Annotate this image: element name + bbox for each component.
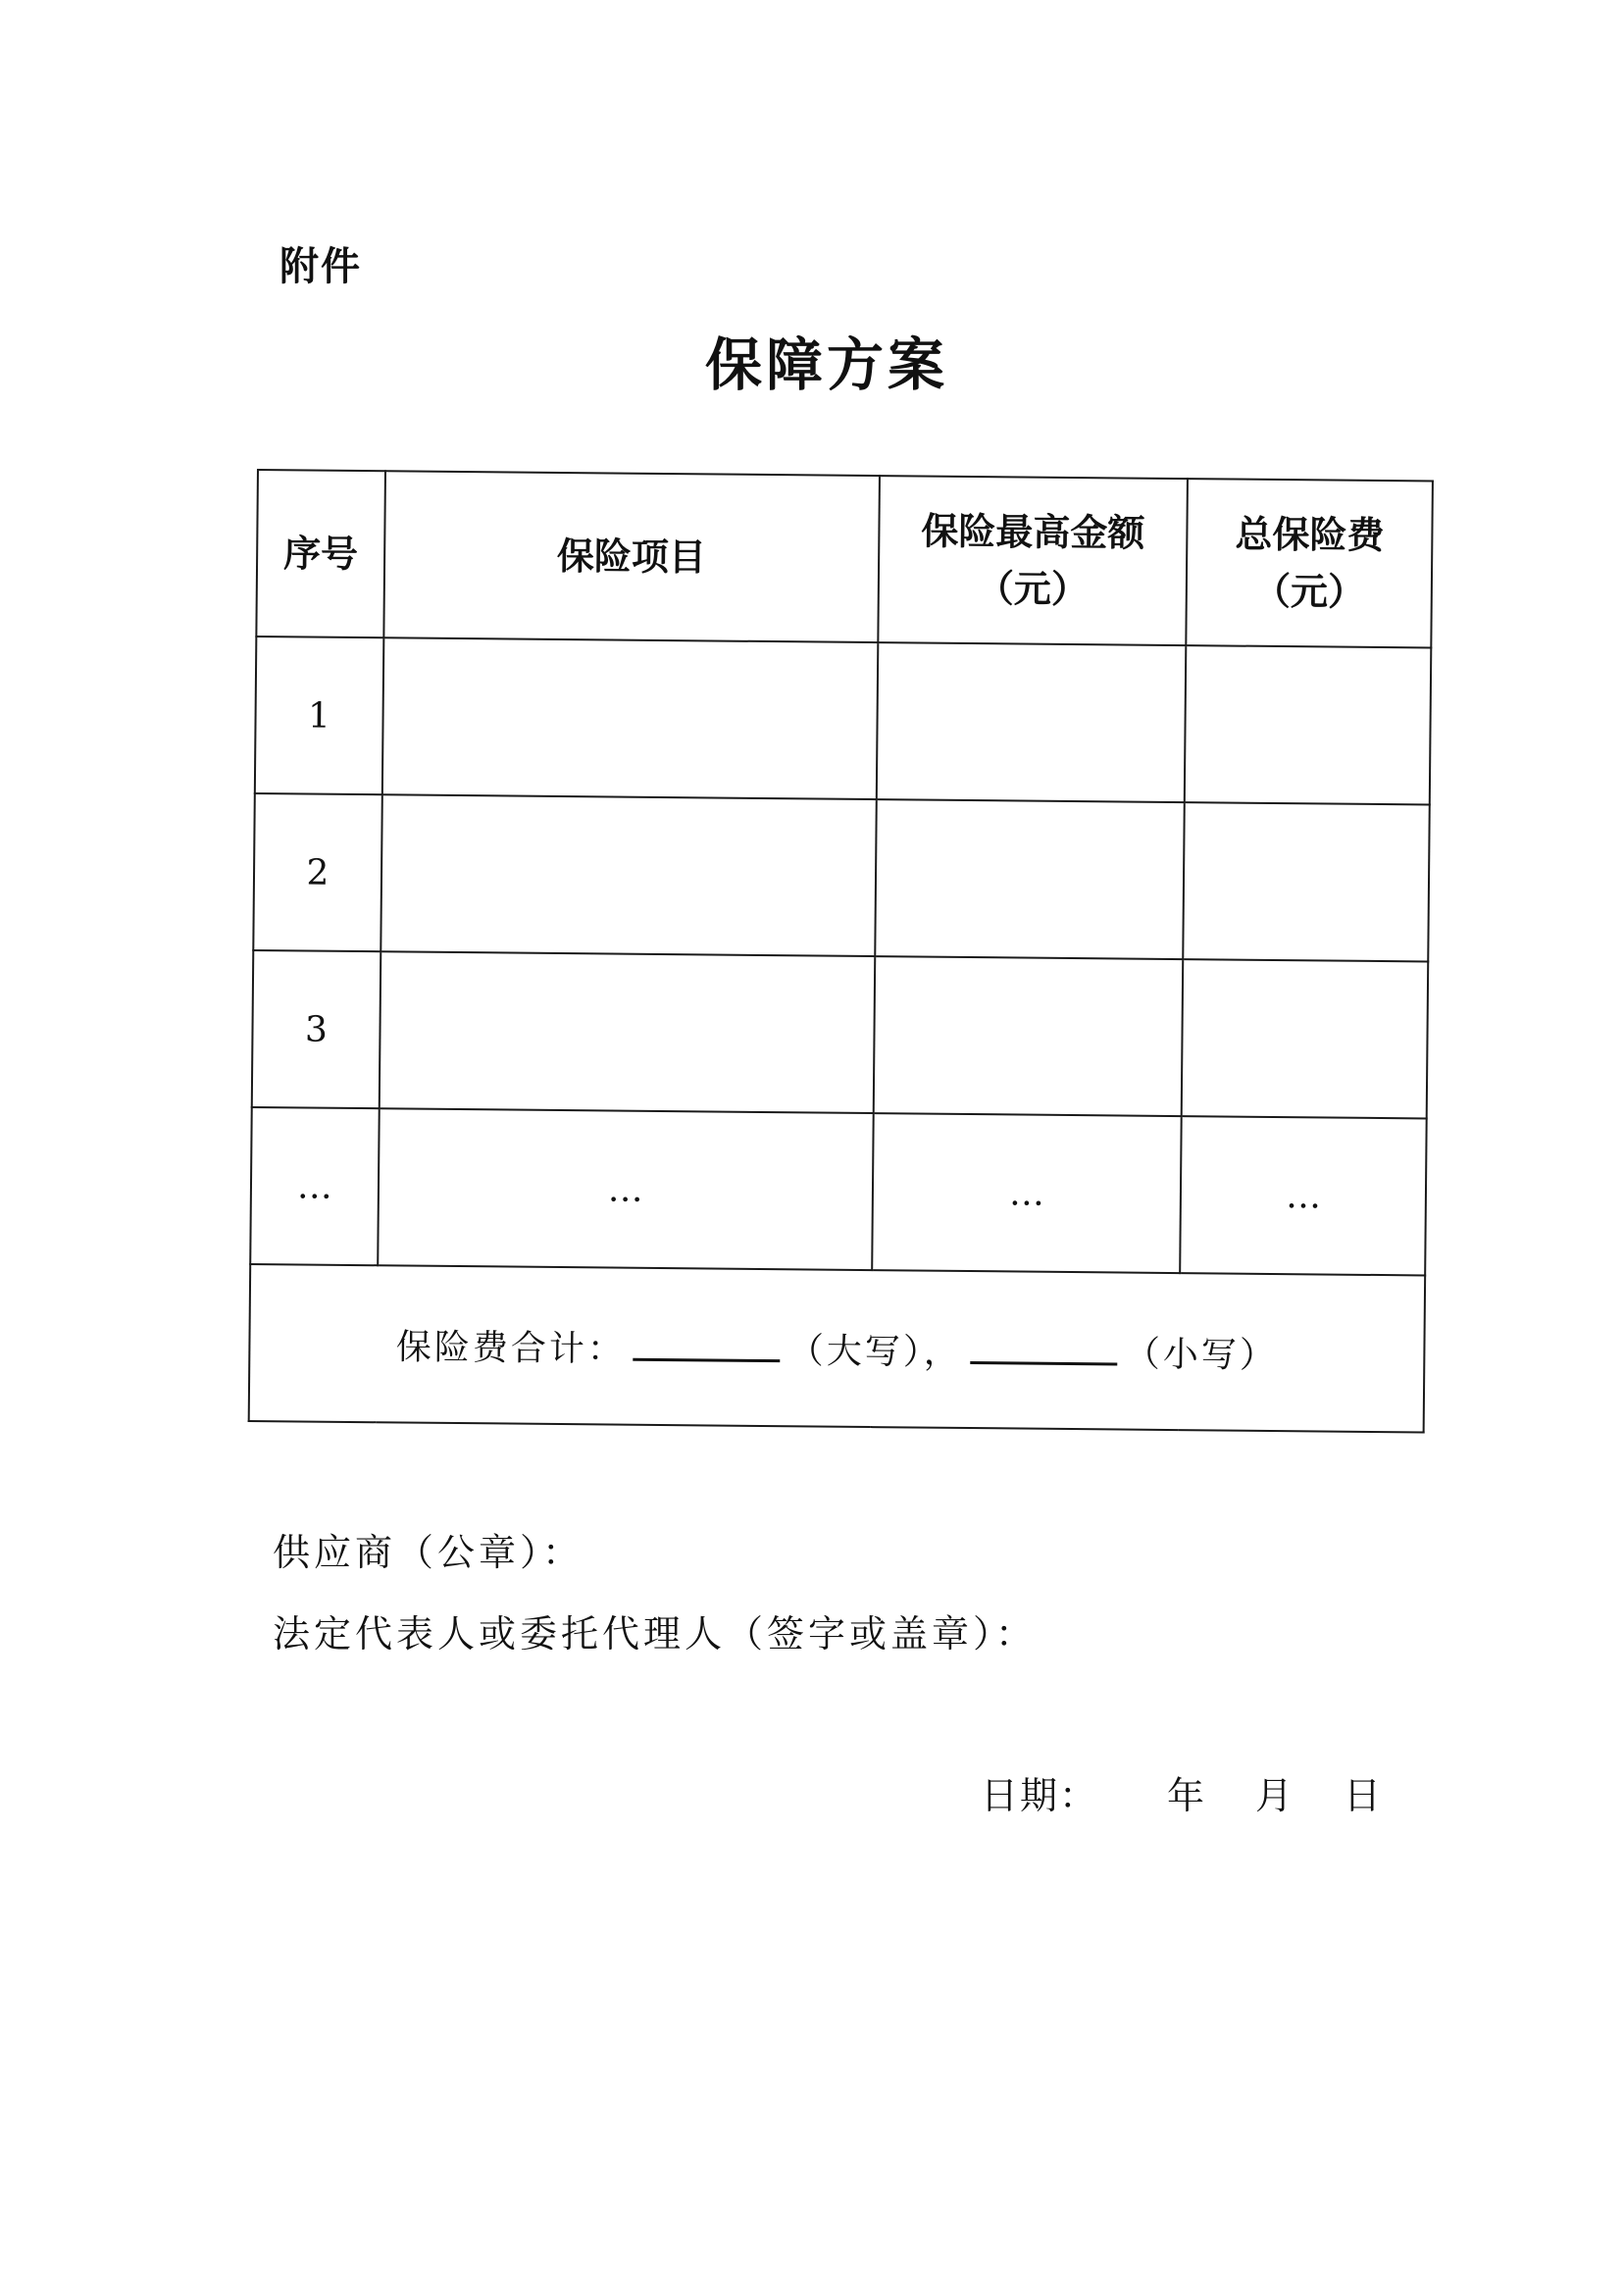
date-day: 日 xyxy=(1344,1774,1384,1817)
row-item xyxy=(381,794,876,956)
row-item: … xyxy=(378,1108,873,1270)
header-total-fee xyxy=(1187,479,1433,647)
lowercase-amount-field[interactable] xyxy=(970,1332,1117,1365)
uppercase-hint: （大写）， xyxy=(787,1330,963,1373)
lowercase-hint: （小写） xyxy=(1124,1334,1279,1376)
date-month: 月 xyxy=(1255,1774,1295,1817)
attachment-label: 附件 xyxy=(279,244,362,289)
table-header-row xyxy=(256,470,1433,647)
header-max-line2: （元） xyxy=(976,566,1090,612)
header-index-line1: 序号 xyxy=(282,531,359,576)
date-line xyxy=(981,1765,1383,1819)
table-row xyxy=(252,950,1428,1118)
row-max-amount: … xyxy=(872,1113,1182,1273)
row-index: … xyxy=(250,1107,379,1265)
row-item xyxy=(380,951,875,1113)
row-index: 3 xyxy=(252,950,381,1108)
date-year: 年 xyxy=(1167,1774,1207,1817)
page-title: 保障方案 xyxy=(704,331,948,398)
uppercase-amount-field[interactable] xyxy=(634,1328,781,1361)
row-total-fee xyxy=(1185,645,1431,804)
row-max-amount xyxy=(875,799,1185,959)
table-row xyxy=(255,636,1431,804)
header-fee-line1: 总保险费 xyxy=(1235,511,1385,558)
row-total-fee: … xyxy=(1180,1116,1426,1275)
header-index xyxy=(256,470,384,637)
row-max-amount xyxy=(873,956,1183,1116)
insurance-plan-table xyxy=(248,469,1434,1433)
table-total-row xyxy=(249,1264,1425,1432)
header-item xyxy=(383,471,880,642)
row-max-amount xyxy=(877,642,1187,802)
row-index: 2 xyxy=(253,793,381,951)
row-item xyxy=(382,637,878,799)
table-row xyxy=(250,1107,1426,1275)
premium-total-label: 保险费合计： xyxy=(395,1326,627,1370)
row-index: 1 xyxy=(255,636,383,794)
supplier-seal-line: 供应商（公章）： xyxy=(273,1531,584,1574)
header-max-amount xyxy=(878,476,1188,645)
row-total-fee xyxy=(1182,959,1428,1118)
representative-signature-line: 法定代表人或委托代理人（签字或盖章）： xyxy=(273,1612,1038,1655)
premium-total-cell xyxy=(249,1264,1425,1432)
header-max-line1: 保险最高金额 xyxy=(921,508,1145,555)
date-label: 日期： xyxy=(981,1774,1099,1817)
table-row xyxy=(253,793,1429,961)
row-total-fee xyxy=(1184,802,1430,961)
header-fee-line2: （元） xyxy=(1252,568,1366,614)
header-item-line1: 保险项目 xyxy=(556,533,707,580)
